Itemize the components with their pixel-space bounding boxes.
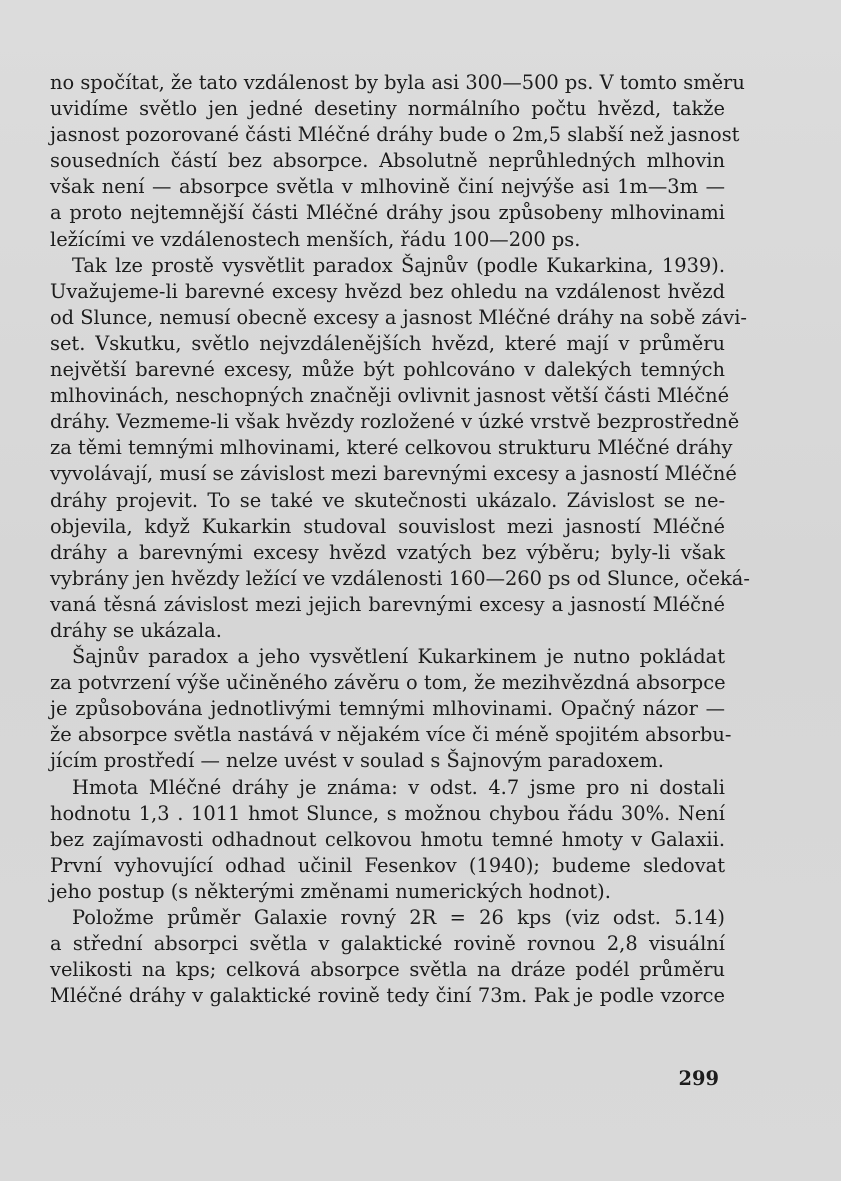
text-line: Hmota Mléčné dráhy je známa: v odst. 4.7 jsme pro ni dostali xyxy=(72,775,725,799)
text-line: za potvrzení výše učiněného závěru o tom, že mezihvězdná absorpce xyxy=(50,671,726,695)
text-line: sousedních částí bez absorpce. Absolutně neprůhledných mlhovin xyxy=(50,149,725,173)
text-line: Tak lze prostě vysvětlit paradox Šajnův (podle Kukarkina, 1939). xyxy=(72,253,725,277)
text-line: Uvažujeme-li barevné excesy hvězd bez ohledu na vzdálenost hvězd xyxy=(50,279,725,303)
text-line: však není — absorpce světla v mlhovině činí nejvýše asi 1m—3m — xyxy=(50,175,725,199)
text-line: dráhy projevit. To se také ve skutečnosti ukázalo. Závislost se ne- xyxy=(50,488,725,512)
text-line: že absorpce světla nastává v nějakém více či méně spojitém absorbu- xyxy=(50,723,732,747)
text-line: je způsobována jednotlivými temnými mlhovinami. Opačný názor — xyxy=(50,697,725,721)
body-text xyxy=(50,70,750,1009)
text-line: uvidíme světlo jen jedné desetiny normálního počtu hvězd, takže xyxy=(50,97,725,121)
text-line: a proto nejtemnější části Mléčné dráhy jsou způsobeny mlhovinami xyxy=(50,201,725,225)
text-line: vyvolávají, musí se závislost mezi barevnými excesy a jasností Mléčné xyxy=(50,462,737,486)
text-line: Mléčné dráhy v galaktické rovině tedy činí 73m. Pak je podle vzorce xyxy=(50,984,725,1008)
text-line: jeho postup (s některými změnami numerických hodnot). xyxy=(50,879,611,903)
text-line: ležícími ve vzdálenostech menších, řádu 100—200 ps. xyxy=(50,227,581,251)
text-line: hodnotu 1,3 . 1011 hmot Slunce, s možnou chybou řádu 30%. Není xyxy=(50,801,725,825)
page-number: 299 xyxy=(678,1067,719,1090)
text-line: největší barevné excesy, může být pohlcováno v dalekých temných xyxy=(50,358,725,382)
text-line: dráhy a barevnými excesy hvězd vzatých bez výběru; byly-li však xyxy=(50,540,725,564)
text-line: Položme průměr Galaxie rovný 2R = 26 kps (viz odst. 5.14) xyxy=(72,906,725,929)
text-line: za těmi temnými mlhovinami, které celkovou strukturu Mléčné dráhy xyxy=(50,436,733,460)
text-line: bez zajímavosti odhadnout celkovou hmotu temné hmoty v Galaxii. xyxy=(50,827,725,851)
text-line: vybrány jen hvězdy ležící ve vzdálenosti 160—260 ps od Slunce, očeká- xyxy=(50,566,750,590)
text-line: jasnost pozorované části Mléčné dráhy bude o 2m,5 slabší než jasnost xyxy=(50,123,740,147)
text-line: dráhy. Vezmeme-li však hvězdy rozložené v úzké vrstvě bezprostředně xyxy=(50,410,740,434)
text-line: od Slunce, nemusí obecně excesy a jasnost Mléčné dráhy na sobě závi- xyxy=(50,305,747,329)
text-line: no spočítat, že tato vzdálenost by byla asi 300—500 ps. V tomto směru xyxy=(50,71,745,94)
text-line: set. Vskutku, světlo nejvzdálenějších hvězd, které mají v průměru xyxy=(50,331,725,355)
text-line: vaná těsná závislost mezi jejich barevnými excesy a jasností Mléčné xyxy=(50,592,725,616)
text-line: jícím prostředí — nelze uvést v soulad s Šajnovým paradoxem. xyxy=(50,749,664,773)
text-line: objevila, když Kukarkin studoval souvislost mezi jasností Mléčné xyxy=(50,514,725,538)
text-line: mlhovinách, neschopných značněji ovlivnit jasnost větší části Mléčné xyxy=(50,384,730,408)
text-line: dráhy se ukázala. xyxy=(50,618,222,642)
text-line: a střední absorpci světla v galaktické rovině rovnou 2,8 visuální xyxy=(50,932,725,956)
text-line: Šajnův paradox a jeho vysvětlení Kukarkinem je nutno pokládat xyxy=(72,645,725,669)
text-line: První vyhovující odhad učinil Fesenkov (1940); budeme sledovat xyxy=(50,853,725,877)
text-line: velikosti na kps; celková absorpce světla na dráze podél průměru xyxy=(50,958,725,982)
